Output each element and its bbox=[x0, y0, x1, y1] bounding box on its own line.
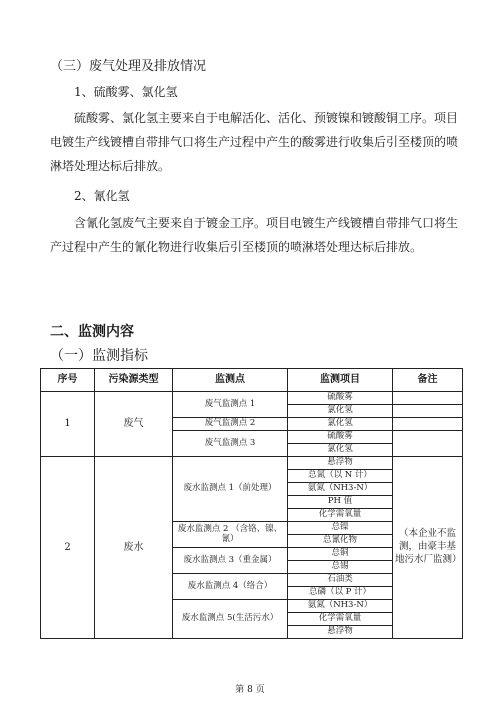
cell-monitoring-item: 氯化氢 bbox=[288, 405, 393, 418]
paragraph-line: 电镀生产线镀槽自带排气口将生产过程中产生的酸雾进行收集后引至楼顶的喷 bbox=[50, 135, 459, 149]
cell-monitoring-point: 废水监测点 1（前处理） bbox=[173, 457, 288, 522]
cell-monitoring-item: PH 值 bbox=[288, 496, 393, 509]
cell-remarks bbox=[393, 405, 463, 418]
cell-monitoring-item: 化学需氧量 bbox=[288, 613, 393, 626]
subheading-sulfuric-hcl: 1、硫酸雾、氯化氢 bbox=[74, 85, 178, 99]
header-monitoring-point: 监测点 bbox=[173, 369, 288, 392]
header-remarks: 备注 bbox=[393, 369, 463, 392]
cell-remarks-note: （本企业不监测，由豪丰基地污水厂监测） bbox=[393, 457, 463, 639]
cell-seq: 1 bbox=[41, 392, 95, 457]
cell-monitoring-point: 废水监测点 5(生活污水） bbox=[173, 600, 288, 639]
table-header-row bbox=[41, 369, 463, 392]
header-seq: 序号 bbox=[41, 369, 95, 392]
subsection-title-indicators: （一）监测指标 bbox=[50, 348, 148, 364]
cell-monitoring-item: 总磷（以 P 计） bbox=[288, 587, 393, 600]
cell-monitoring-item: 悬浮物 bbox=[288, 626, 393, 639]
cell-monitoring-point: 废气监测点 2 bbox=[173, 418, 288, 431]
cell-monitoring-item: 总氰化物 bbox=[288, 535, 393, 548]
section-title-monitoring: 二、监测内容 bbox=[50, 324, 134, 340]
cell-monitoring-point: 废气监测点 1 bbox=[173, 392, 288, 418]
table-row bbox=[41, 392, 463, 405]
paragraph-hcn bbox=[50, 211, 462, 259]
cell-remarks bbox=[393, 431, 463, 457]
header-monitoring-item: 监测项目 bbox=[288, 369, 393, 392]
paragraph-line: 硫酸雾、氯化氢主要来自于电解活化、活化、预镀镍和镀酸铜工序。项目 bbox=[74, 111, 459, 125]
monitoring-table bbox=[40, 368, 463, 639]
cell-monitoring-item: 硫酸雾 bbox=[288, 431, 393, 444]
table-row bbox=[41, 457, 463, 470]
cell-monitoring-item: 总铜 bbox=[288, 548, 393, 561]
cell-remarks bbox=[393, 392, 463, 405]
cell-source-type: 废气 bbox=[95, 392, 173, 457]
cell-monitoring-point: 废水监测点 3（重金属） bbox=[173, 548, 288, 574]
cell-monitoring-item: 总氮（以 N 计） bbox=[288, 470, 393, 483]
cell-monitoring-item: 硫酸雾 bbox=[288, 392, 393, 405]
cell-seq: 2 bbox=[41, 457, 95, 639]
paragraph-acid-mist bbox=[50, 106, 462, 178]
page-number: 第 8 页 bbox=[235, 685, 265, 695]
subheading-hcn: 2、氰化氢 bbox=[74, 189, 130, 203]
cell-monitoring-item: 氨氮（NH3-N） bbox=[288, 600, 393, 613]
section-heading-waste-gas: （三）废气处理及排放情况 bbox=[50, 59, 207, 74]
cell-monitoring-item: 氨氮（NH3-N） bbox=[288, 483, 393, 496]
cell-monitoring-item: 石油类 bbox=[288, 574, 393, 587]
cell-monitoring-item: 悬浮物 bbox=[288, 457, 393, 470]
cell-monitoring-point: 废水监测点 2 （含铬、镍、氰） bbox=[173, 522, 288, 548]
paragraph-line: 淋塔处理达标后排放。 bbox=[50, 159, 171, 173]
header-source-type: 污染源类型 bbox=[95, 369, 173, 392]
paragraph-line: 含氰化氢废气主要来自于镀金工序。项目电镀生产线镀槽自带排气口将生 bbox=[74, 216, 459, 230]
cell-monitoring-item: 氯化氢 bbox=[288, 418, 393, 431]
cell-remarks bbox=[393, 418, 463, 431]
paragraph-line: 产过程中产生的氰化物进行收集后引至楼顶的喷淋塔处理达标后排放。 bbox=[50, 240, 423, 254]
cell-monitoring-item: 总锡 bbox=[288, 561, 393, 574]
cell-monitoring-point: 废水监测点 4（络合） bbox=[173, 574, 288, 600]
cell-source-type: 废水 bbox=[95, 457, 173, 639]
cell-monitoring-item: 化学需氧量 bbox=[288, 509, 393, 522]
cell-monitoring-point: 废气监测点 3 bbox=[173, 431, 288, 457]
cell-monitoring-item: 氯化氢 bbox=[288, 444, 393, 457]
cell-monitoring-item: 总镍 bbox=[288, 522, 393, 535]
